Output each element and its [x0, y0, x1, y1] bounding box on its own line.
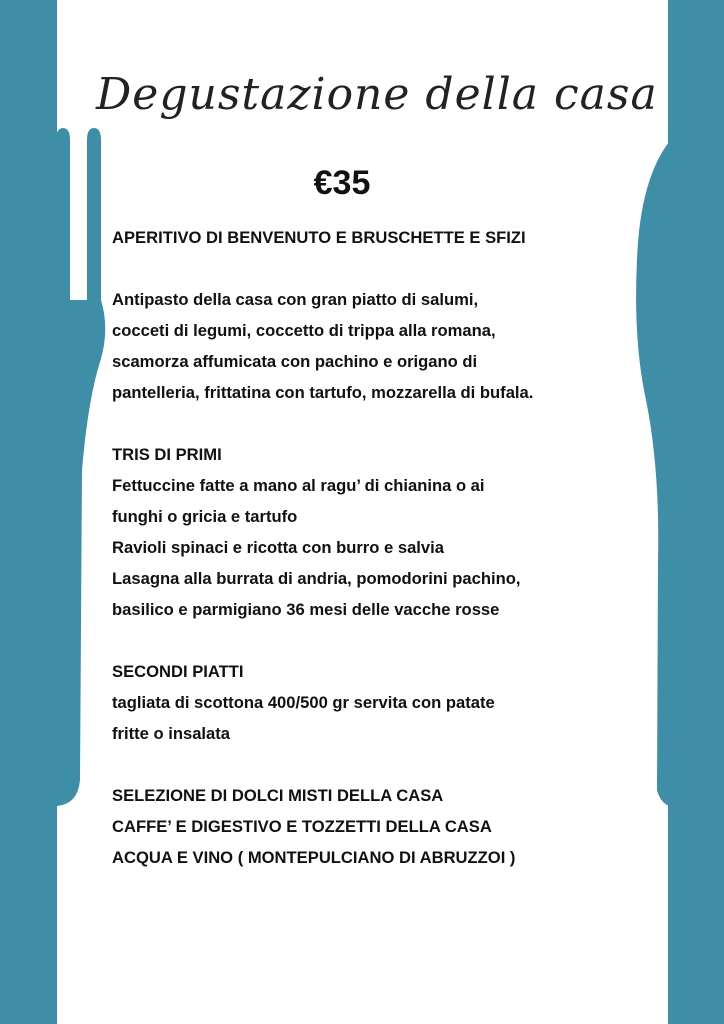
finale-line: ACQUA E VINO ( MONTEPULCIANO DI ABRUZZOI ) [112, 848, 516, 867]
spacer [112, 253, 652, 284]
primi-line: Lasagna alla burrata di andria, pomodorini pachino, [112, 569, 521, 588]
secondi-line: tagliata di scottona 400/500 gr servita con patate [112, 693, 495, 712]
finale-line: CAFFE’ E DIGESTIVO E TOZZETTI DELLA CASA [112, 817, 492, 836]
primi-heading: TRIS DI PRIMI [112, 445, 222, 464]
finale-line: SELEZIONE DI DOLCI MISTI DELLA CASA [112, 786, 444, 805]
primi-line: funghi o gricia e tartufo [112, 507, 298, 526]
menu-body [112, 222, 652, 873]
spacer [112, 749, 652, 780]
spacer [112, 625, 652, 656]
menu-title: Degustazione della casa [96, 69, 658, 120]
primi-line: Ravioli spinaci e ricotta con burro e salvia [112, 538, 444, 557]
antipasto-line: pantelleria, frittatina con tartufo, mozzarella di bufala. [112, 383, 534, 402]
antipasto-line: scamorza affumicata con pachino e origano di [112, 352, 478, 371]
primi-line: basilico e parmigiano 36 mesi delle vacche rosse [112, 600, 500, 619]
menu-aperitivo: APERITIVO DI BENVENUTO E BRUSCHETTE E SFIZI [112, 228, 526, 247]
secondi-heading: SECONDI PIATTI [112, 662, 244, 681]
primi-line: Fettuccine fatte a mano al ragu’ di chianina o ai [112, 476, 485, 495]
menu-price: €35 [313, 164, 371, 202]
antipasto-line: cocceti di legumi, coccetto di trippa alla romana, [112, 321, 496, 340]
fork-icon [56, 128, 105, 806]
spacer [112, 408, 652, 439]
left-border-strip [0, 0, 57, 1024]
antipasto-line: Antipasto della casa con gran piatto di salumi, [112, 290, 479, 309]
right-border-strip [668, 0, 724, 1024]
secondi-line: fritte o insalata [112, 724, 231, 743]
